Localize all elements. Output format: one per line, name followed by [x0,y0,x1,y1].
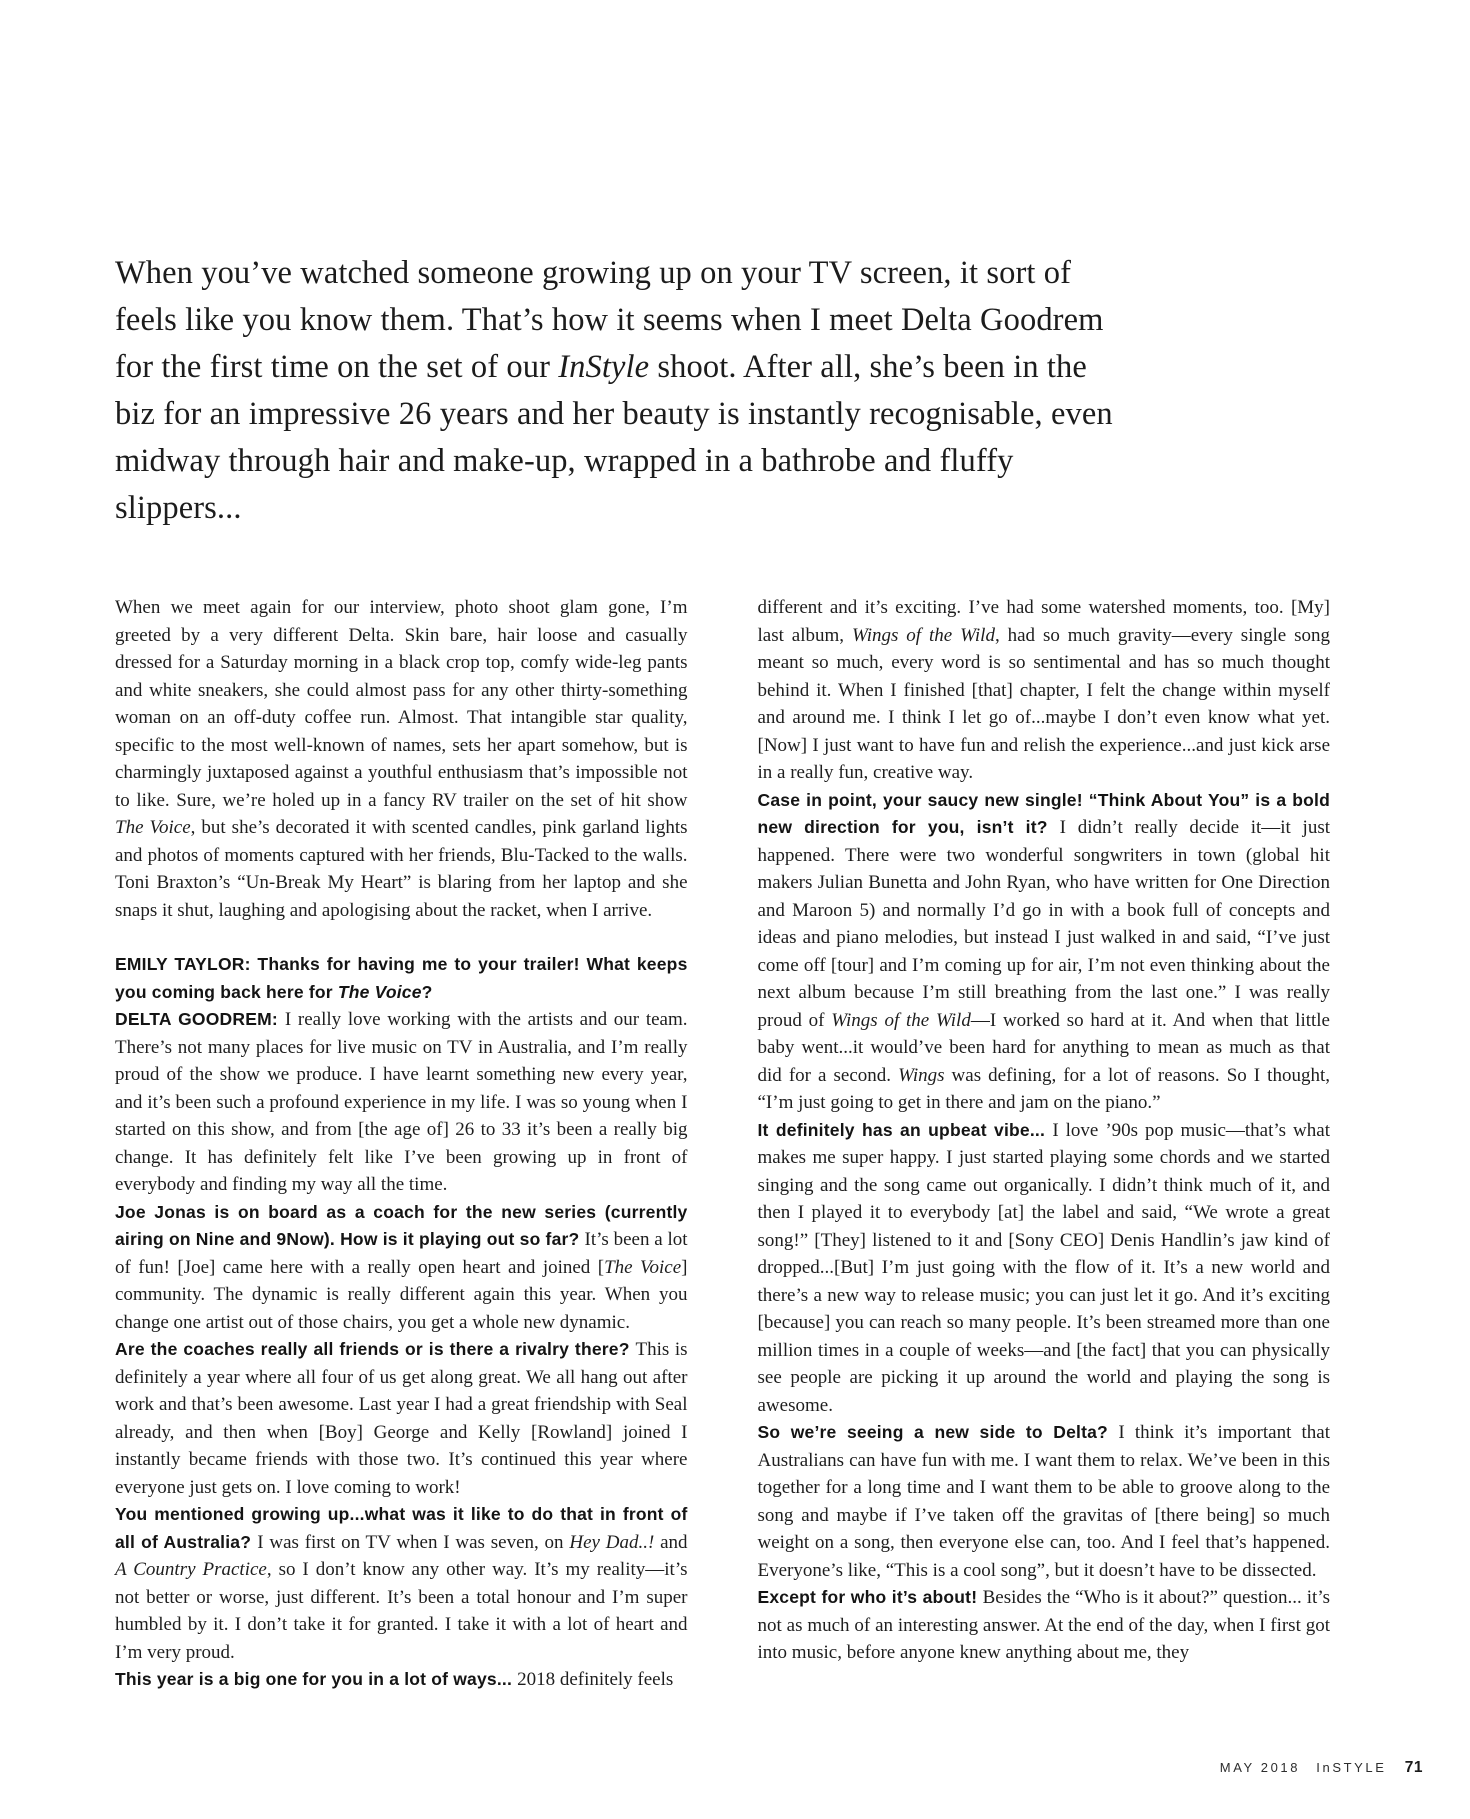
footer-page-number: 71 [1404,1759,1423,1776]
text-segment: , so I don’t know any other way. It’s my reality—it’s not better or worse, just different. It’s been a total honour and I’m super humbled by it. I don’t take it for granted. I take it with a lot of heart and I’m very proud. [115,1559,688,1663]
text-segment: Hey Dad..! [569,1531,655,1553]
text-segment: The Voice [115,817,191,838]
text-segment: A Country Practice [115,1559,267,1580]
footer-folio [1220,1759,1423,1777]
answer-trailer [115,1006,688,1199]
text-segment: This year is a big one for you in a lot of ways... [115,1669,518,1689]
text-segment: Joe Jonas is on board as a coach for the new series (currently airing on Nine and 9Now). How is it playing out so far? [115,1201,688,1249]
text-segment: was defining, for a lot of reasons. So I thought, “I’m just going to get in there and jam on the piano.” [757,1064,1330,1113]
qa-upbeat-vibe [758,1117,1331,1420]
text-segment: So we’re seeing a new side to Delta? [757,1422,1119,1442]
text-segment: It’s been a lot of fun! [Joe] came here with a really open heart and joined [ [115,1229,688,1278]
text-segment: When you’ve watched someone growing up on your TV screen, it sort of feels like you know them. That’s how it seems when I meet Delta Goodrem for the first time on the set of our [115,255,1104,385]
qa-think-about-you [758,787,1331,1117]
text-segment: ? [421,981,433,1002]
article-columns [115,594,1330,1694]
text-segment: Besides the “Who is it about?” question... it’s not as much of an interesting answer. At the end of the day, when I first got into music, before anyone knew anything about me, they [757,1587,1330,1663]
text-segment: shoot. After all, she’s been in the biz for an impressive 26 years and her beauty is instantly recognisable, even midway through hair and make-up, wrapped in a bathrobe and fluffy slippers... [115,349,1113,526]
footer-magazine-name: InSTYLE [1316,1760,1387,1775]
text-segment: I think it’s important that Australians can have fun with me. I want them to relax. We’ve been in this together for a long time and I want them to be able to groove along to the song and maybe if I’ve taken off the gravitas of [there being] so much weight on a song, then everyone else can, too. And I feel that’s happened. Everyone’s like, “This is a cool song”, but it doesn’t have to be dissected. [757,1422,1330,1581]
qa-new-side [758,1419,1331,1584]
answer-big-year-continued [758,594,1331,787]
text-segment: different and it’s exciting. I’ve had some watershed moments, too. [My] last album, [757,597,1330,646]
text-segment: This is definitely a year where all four of us get along great. We all hang out after work and that’s been awesome. Last year I had a great friendship with Seal already, and then when [Boy] George and Kelly [Rowland] joined I instantly became friends with those two. It’s continued this year where everyone just gets on. I love coming to work! [115,1339,688,1498]
text-segment: Wings of the Wild [831,1009,971,1031]
text-segment: I really love working with the artists and our team. There’s not many places for live music on TV in Australia, and I’m really proud of the show we produce. I have learnt something new every year, and it’s been such a profound experience in my life. I was so young when I started on this show, and from [the age of] 26 to 33 it’s been a really big change. It has definitely felt like I’ve been growing up in front of everybody and finding my way all the time. [115,1009,688,1195]
text-segment: ] community. The dynamic is really different again this year. When you change one artist out of those chairs, you get a whole new dynamic. [115,1256,688,1333]
text-segment: I was first on TV when I was seven, on [257,1531,570,1553]
qa-growing-up [115,1501,688,1666]
right-column [758,594,1331,1694]
qa-coaches-rivalry [115,1336,688,1501]
left-column [115,594,688,1694]
text-segment: —I worked so hard at it. And when that little baby went...it would’ve been hard for anything to mean as much as that did for a second. [757,1009,1330,1086]
text-segment: InStyle [558,349,650,385]
text-segment: You mentioned growing up...what was it like to do that in front of all of Australia? [115,1504,688,1552]
text-segment: The Voice [337,981,422,1002]
text-segment: Are the coaches really all friends or is there a rivalry there? [115,1339,636,1359]
text-segment: DELTA GOODREM: [115,1009,285,1029]
text-segment: Wings of the Wild [851,624,995,646]
qa-joe-jonas [115,1199,688,1337]
text-segment: Except for who it’s about! [757,1587,983,1607]
opening-paragraph [115,594,688,924]
text-segment: Case in point, your saucy new single! “Think About You” is a bold new direction for you, isn’t it? [757,789,1330,837]
text-segment: EMILY TAYLOR: Thanks for having me to your trailer! What keeps you coming back here for [115,954,688,1002]
lede-paragraph [115,250,1120,532]
text-segment: When we meet again for our interview, photo shoot glam gone, I’m greeted by a very different Delta. Skin bare, hair loose and casually dressed for a Saturday morning in a black crop top, comfy wide-leg pants and white sneakers, she could almost pass for any other thirty-something woman on an off-duty coffee run. Almost. That intangible star quality, specific to the most well-known of names, sets her apart somehow, but is charmingly juxtaposed against a youthful enthusiasm that’s impossible not to like. Sure, we’re holed up in a fancy RV trailer on the set of hit show [115,597,688,811]
footer-issue-date: MAY 2018 [1219,1760,1301,1775]
text-segment: Wings [898,1064,945,1086]
text-segment: , but she’s decorated it with scented candles, pink garland lights and photos of moments captured with her friends, Blu-Tacked to the walls. Toni Braxton’s “Un-Break My Heart” is blaring from her laptop and she snaps it shut, laughing and apologising about the racket, when I arrive. [115,817,688,921]
text-segment: The Voice [604,1256,682,1278]
qa-who-its-about [758,1584,1331,1667]
text-segment: , had so much gravity—every single song meant so much, every word is so sentimental and has so much thought behind it. When I finished [that] chapter, I felt the change within myself and around me. I think I let go of...maybe I don’t even know what yet. [Now] I just want to have fun and relish the experience...and just kick arse in a really fun, creative way. [757,624,1330,783]
text-segment: I love ’90s pop music—that’s what makes me super happy. I just started playing some chords and we started singing and the song came out organically. I didn’t think much of it, and then I played it to everybody [at] the label and said, “We wrote a great song!” [They] listened to it and [Sony CEO] Denis Handlin’s jaw kind of dropped...[But] I’m just going with the flow of it. It’s a new world and there’s a new way to release music; you can just let it go. And it’s exciting [because] you can reach so many people. It’s been streamed more than one million times in a couple of weeks—and [the fact] that you can physically see people are picking it up around the world and playing the song is awesome. [757,1119,1330,1416]
qa-big-year [115,1666,688,1694]
text-segment: It definitely has an upbeat vibe... [757,1119,1053,1140]
text-segment: I didn’t really decide it—it just happened. There were two wonderful songwriters in town (global hit makers Julian Bunetta and John Ryan, who have written for One Direction and Maroon 5) and normally I’d go in with a book full of concepts and ideas and piano melodies, but instead I just walked in and said, “I’ve just come off [tour] and I’m coming up for air, I’m not even thinking about the next album because I’m still breathing from the last one.” I was really proud of [757,817,1331,1031]
question-trailer [115,951,688,1006]
text-segment: and [654,1531,688,1553]
text-segment: 2018 definitely feels [517,1669,674,1690]
